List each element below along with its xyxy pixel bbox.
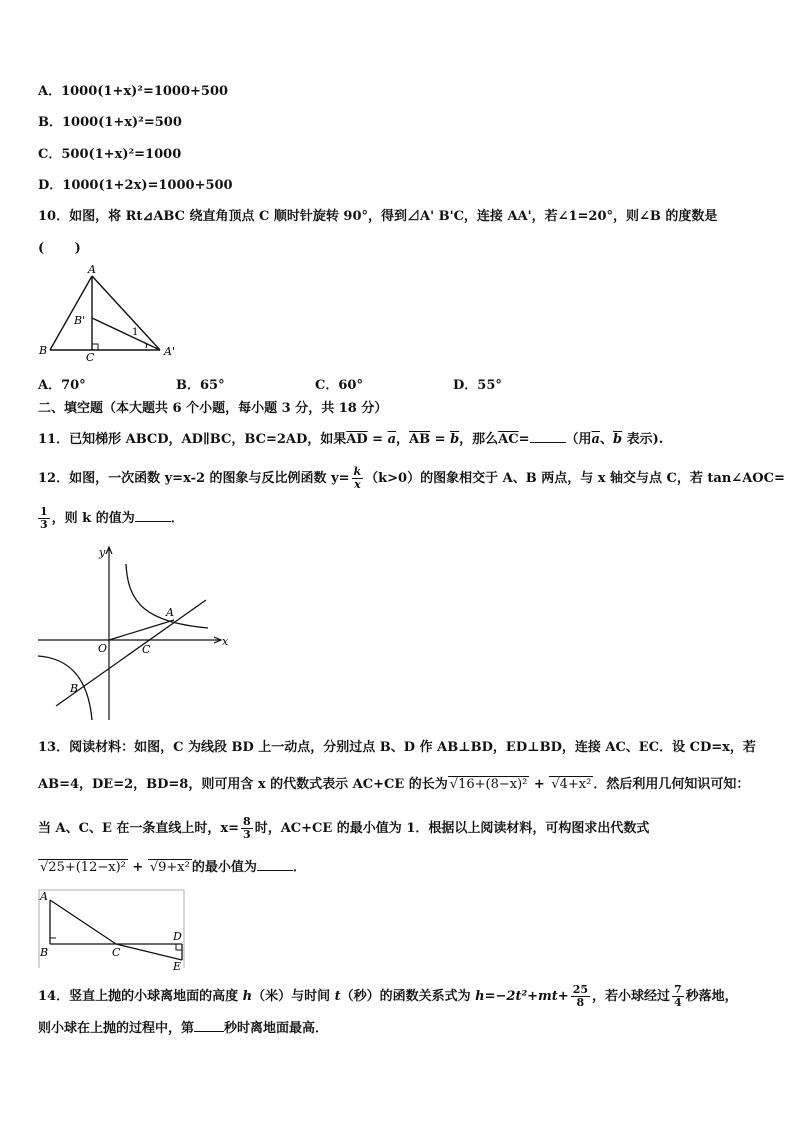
q11-vector-ab: $\overline{AB}$ (409, 432, 431, 447)
q9-option-b: B．1000(1+x)²=500 (38, 115, 182, 130)
q12-part-c: ，则 k 的值为 (51, 511, 135, 526)
q14-fraction-7-4 (672, 984, 684, 1009)
q10-segment-aap (92, 276, 160, 350)
q10-label-bp: B' (74, 314, 86, 327)
q13-sqrt-4: √9+x² (149, 860, 190, 875)
q12-part-a: 12．如图，一次函数 y=x-2 的图象与反比例函数 y= (38, 471, 350, 486)
q14-part-2a: 则小球在上抛的过程中，第 (38, 1021, 195, 1036)
q14-part-c: （秒）的函数关系式为 (340, 989, 476, 1004)
q11-part-c: = (518, 432, 530, 447)
q12-fraction-one-third (38, 506, 50, 531)
q11-part-e: 表示). (622, 432, 664, 447)
q12-text-line1 (38, 466, 785, 491)
q13-label-b: B (40, 946, 49, 959)
q13-sqrt4-text: 9+x² (158, 860, 190, 875)
q14-part-d: ，若小球经过 (592, 989, 671, 1004)
q10-segment-ba (50, 276, 92, 350)
q10-option-a: A．70° (38, 378, 86, 393)
q13-right-angle-d (176, 944, 182, 950)
q13-part-3b: 时，AC+CE 的最小值为 1．根据以上阅读材料，可构图求出代数式 (254, 821, 650, 836)
q13-part-3a: 当 A、C、E 在一条直线上时，x= (38, 821, 240, 836)
q12-label-y: y (99, 546, 106, 559)
q9-option-c: C．500(1+x)²=1000 (38, 147, 182, 162)
q12-label-a: A (166, 606, 174, 619)
q10-label-a: A (88, 263, 96, 276)
q12-part-b: （k>0）的图象相交于 A、B 两点，与 x 轴交与点 C，若 tan∠AOC= (365, 471, 785, 486)
q10-label-c: C (86, 351, 95, 362)
section-heading: 二、填空题（本大题共 6 个小题，每小题 3 分，共 18 分） (38, 401, 388, 416)
q14-part-e: 秒落地， (685, 989, 738, 1004)
q14-var-h: h (242, 989, 253, 1004)
q14-frac2-num: 7 (674, 983, 682, 996)
q12-text-line2 (38, 506, 184, 531)
q11-eq2: = (430, 432, 451, 447)
q13-fraction-8-3 (241, 816, 253, 841)
q13-frac-den: 3 (243, 828, 251, 841)
q14-frac2-den: 4 (674, 996, 682, 1009)
q12-label-x: x (222, 635, 229, 648)
q11-vector-a: $\overline{a}$ (387, 432, 397, 447)
q14-line1 (38, 984, 738, 1009)
q13-segment-ac (50, 900, 116, 944)
q13-plus1: + (529, 777, 550, 792)
q13-segment-ce (116, 944, 182, 960)
q12-part-d: ． (170, 511, 184, 526)
q13-frac-num: 8 (243, 815, 251, 828)
q13-sqrt2-text: 4+x² (559, 777, 592, 792)
q10-triangle-figure (36, 262, 186, 362)
q14-answer-blank (194, 1019, 224, 1032)
q14-frac-num: 25 (572, 983, 588, 996)
q12-label-c: C (142, 643, 151, 656)
q14-fraction-25-8 (571, 984, 590, 1009)
q11-part-a: 11．已知梯形 ABCD，AD∥BC，BC=2AD，如果 (38, 432, 347, 447)
q11-part-b: ，那么 (459, 432, 499, 447)
q12-label-b: B (70, 682, 79, 695)
q13-figure (36, 888, 186, 972)
q14-formula: h=−2t²+mt+ (475, 989, 569, 1004)
q13-plus2: + (127, 860, 148, 875)
q14-part-b: （米）与时间 (252, 989, 335, 1004)
q11-part-d: （用 (565, 432, 592, 447)
q13-part-4c: ． (292, 860, 306, 875)
q12-graph-figure (36, 544, 236, 724)
q10-label-1: 1 (132, 327, 139, 338)
q13-part-2a: AB=4，DE=2，BD=8，则可用含 x 的代数式表示 AC+CE 的长为 (38, 777, 448, 792)
q10-label-ap: A' (164, 345, 175, 358)
q13-label-e: E (173, 960, 182, 972)
q11-text (38, 430, 663, 448)
q13-label-d: D (173, 930, 182, 943)
q13-label-a: A (40, 890, 48, 903)
q11-sep2: 、 (599, 432, 613, 447)
q11-vec-a2: $\overline{a}$ (591, 432, 600, 447)
q9-option-d: D．1000(1+2x)=1000+500 (38, 178, 233, 193)
q10-segment-bpap (92, 318, 160, 350)
q10-right-angle-mark (92, 344, 98, 350)
q14-var-t: t (334, 989, 341, 1004)
q10-paren: ( ) (38, 241, 81, 256)
q12-answer-blank (135, 509, 171, 522)
q10-option-b: B．65° (176, 378, 225, 393)
q13-sqrt-1: √16+(8−x)² (449, 777, 528, 792)
q10-option-d: D．55° (453, 378, 502, 393)
q12-frac2-num: 1 (40, 505, 48, 518)
q12-frac-num: k (353, 465, 362, 478)
q11-vec-b2: $\overline{b}$ (612, 432, 623, 447)
q12-frac-den: x (354, 478, 361, 491)
q12-line-y-x-2 (56, 600, 206, 706)
q14-line2 (38, 1019, 328, 1037)
q13-line3 (38, 816, 649, 841)
q13-line4 (38, 858, 306, 876)
q13-part-2b: ．然后利用几何知识可知： (593, 777, 750, 792)
q12-hyperbola-lower (38, 656, 92, 720)
q13-sqrt-3: √25+(12−x)² (40, 860, 126, 875)
q13-answer-blank (257, 858, 293, 871)
q14-part-2b: 秒时离地面最高． (224, 1021, 329, 1036)
q11-sep: ， (396, 432, 410, 447)
q13-label-c: C (112, 946, 121, 959)
q13-line2 (38, 776, 749, 793)
q13-sqrt1-text: 16+(8−x)² (458, 777, 528, 792)
q11-vector-ad: $\overline{AD}$ (346, 432, 368, 447)
q12-label-o: O (98, 642, 108, 655)
q10-label-b: B (39, 344, 48, 357)
q9-option-a: A．1000(1+x)²=1000+500 (38, 84, 229, 99)
q10-stem: 10．如图，将 Rt⊿ABC 绕直角顶点 C 顺时针旋转 90°，得到⊿A' B'C，连接 AA'，若∠1=20°，则∠B 的度数是 (38, 209, 718, 224)
q14-frac-den: 8 (576, 996, 585, 1009)
q13-line1: 13．阅读材料：如图，C 为线段 BD 上一动点，分别过点 B、D 作 AB⊥BD，ED⊥BD，连接 AC、EC．设 CD=x，若 (38, 740, 756, 755)
q13-sqrt-2: √4+x² (551, 777, 592, 792)
q13-sqrt3-text: 25+(12−x)² (48, 860, 126, 875)
q11-vector-ac: $\overline{AC}$ (498, 432, 519, 447)
q11-eq1: = (367, 432, 388, 447)
q12-fraction-k-over-x (352, 466, 364, 491)
q10-option-c: C．60° (315, 378, 363, 393)
q12-frac2-den: 3 (40, 518, 48, 531)
q14-part-a: 14．竖直上抛的小球离地面的高度 (38, 989, 243, 1004)
q11-vector-b: $\overline{b}$ (450, 432, 460, 447)
q11-answer-blank (530, 430, 566, 443)
q13-part-4b: 的最小值为 (191, 860, 257, 875)
